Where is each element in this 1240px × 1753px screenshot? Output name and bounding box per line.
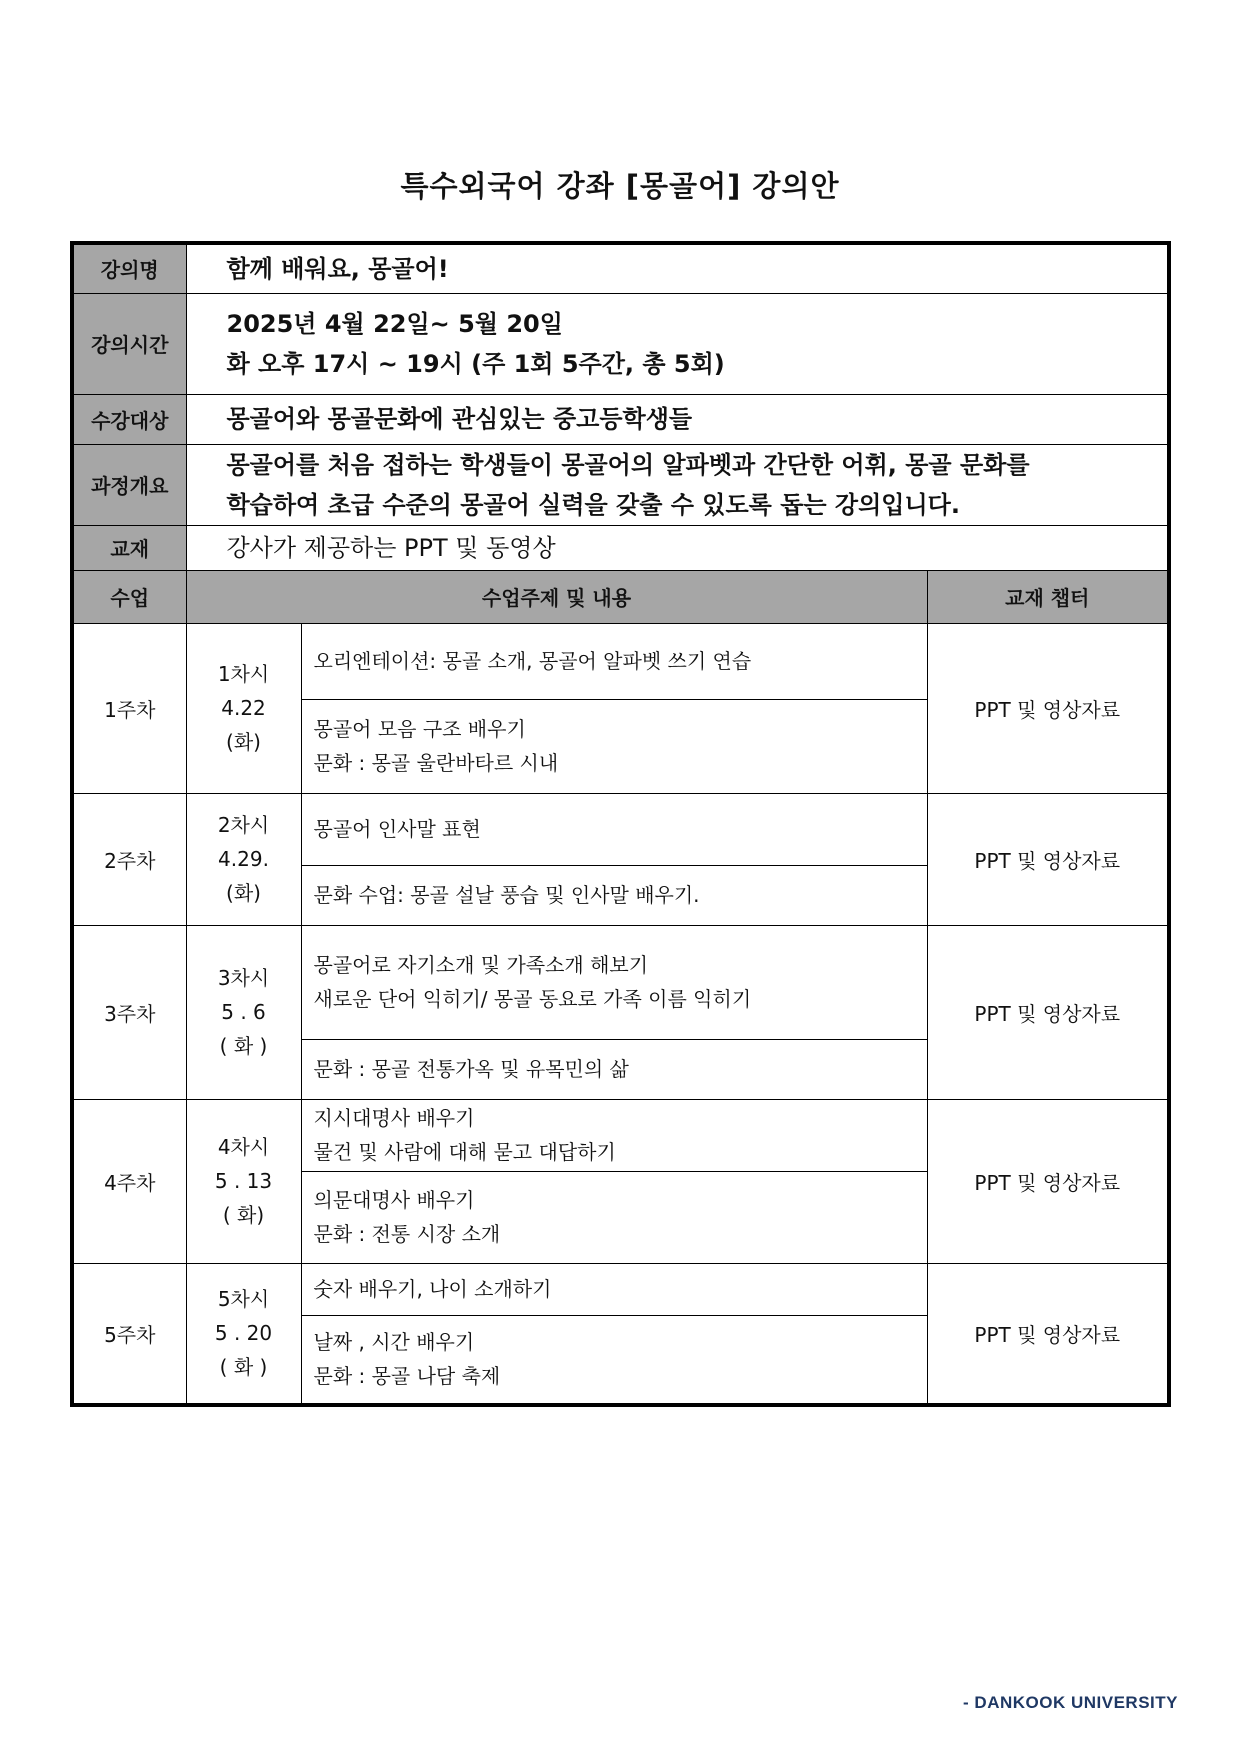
topic-cell: 몽골어 모음 구조 배우기 문화 : 몽골 울란바타르 시내 [301, 699, 927, 793]
table-row [72, 1263, 1169, 1315]
university-footer: - DANKOOK UNIVERSITY [963, 1693, 1178, 1712]
syllabus-table [70, 241, 1171, 1407]
topic-cell: 날짜 , 시간 배우기 문화 : 몽골 나담 축제 [301, 1315, 927, 1405]
schedule-header-row [72, 570, 1169, 623]
course-time-row [72, 293, 1169, 394]
textbook-row [72, 525, 1169, 570]
overview-row [72, 444, 1169, 525]
target-row [72, 394, 1169, 444]
course-time-hours: 화 오후 17시 ~ 19시 (주 1회 5주간, 총 5회) [226, 349, 725, 378]
overview-value [186, 444, 1169, 525]
topic-cell: 문화 수업: 몽골 설날 풍습 및 인사말 배우기. [301, 865, 927, 925]
course-time-dates: 2025년 4월 22일~ 5월 20일 [226, 309, 563, 338]
table-row [72, 793, 1169, 865]
topic-cell: 몽골어 인사말 표현 [301, 793, 927, 865]
week-label: 4주차 [72, 1099, 186, 1263]
week-label: 2주차 [72, 793, 186, 925]
session-info: 2차시 4.29. (화) [186, 793, 301, 925]
course-name-label: 강의명 [72, 243, 186, 293]
course-time-label: 강의시간 [72, 293, 186, 394]
session-info: 1차시 4.22 (화) [186, 623, 301, 793]
overview-line-2: 학습하여 초급 수준의 몽골어 실력을 갖출 수 있도록 돕는 강의입니다. [226, 490, 960, 519]
table-row [72, 1099, 1169, 1171]
overview-label: 과정개요 [72, 444, 186, 525]
textbook-value: 강사가 제공하는 PPT 및 동영상 [186, 525, 1169, 570]
table-row [72, 925, 1169, 1039]
page-title: 특수외국어 강좌 [몽골어] 강의안 [400, 169, 840, 203]
textbook-label: 교재 [72, 525, 186, 570]
session-info: 3차시 5 . 6 ( 화 ) [186, 925, 301, 1099]
session-info: 4차시 5 . 13 ( 화) [186, 1099, 301, 1263]
topic-cell: 숫자 배우기, 나이 소개하기 [301, 1263, 927, 1315]
course-time-value [186, 293, 1169, 394]
week-label: 1주차 [72, 623, 186, 793]
topic-cell: 오리엔테이션: 몽골 소개, 몽골어 알파벳 쓰기 연습 [301, 623, 927, 699]
header-class: 수업 [72, 570, 186, 623]
material-cell: PPT 및 영상자료 [927, 793, 1169, 925]
course-name-row [72, 243, 1169, 293]
material-cell: PPT 및 영상자료 [927, 1263, 1169, 1405]
topic-cell: 지시대명사 배우기 물건 및 사람에 대해 묻고 대답하기 [301, 1099, 927, 1171]
week-label: 3주차 [72, 925, 186, 1099]
overview-line-1: 몽골어를 처음 접하는 학생들이 몽골어의 알파벳과 간단한 어휘, 몽골 문화를 [226, 450, 1030, 479]
material-cell: PPT 및 영상자료 [927, 925, 1169, 1099]
target-value: 몽골어와 몽골문화에 관심있는 중고등학생들 [186, 394, 1169, 444]
session-info: 5차시 5 . 20 ( 화 ) [186, 1263, 301, 1405]
topic-cell: 의문대명사 배우기 문화 : 전통 시장 소개 [301, 1171, 927, 1263]
header-topic: 수업주제 및 내용 [186, 570, 927, 623]
topic-cell: 몽골어로 자기소개 및 가족소개 해보기 새로운 단어 익히기/ 몽골 동요로 가족 이름 익히기 [301, 925, 927, 1039]
material-cell: PPT 및 영상자료 [927, 1099, 1169, 1263]
week-label: 5주차 [72, 1263, 186, 1405]
target-label: 수강대상 [72, 394, 186, 444]
topic-cell: 문화 : 몽골 전통가옥 및 유목민의 삶 [301, 1039, 927, 1099]
material-cell: PPT 및 영상자료 [927, 623, 1169, 793]
table-row [72, 623, 1169, 699]
course-name-value: 함께 배워요, 몽골어! [186, 243, 1169, 293]
header-material: 교재 챕터 [927, 570, 1169, 623]
